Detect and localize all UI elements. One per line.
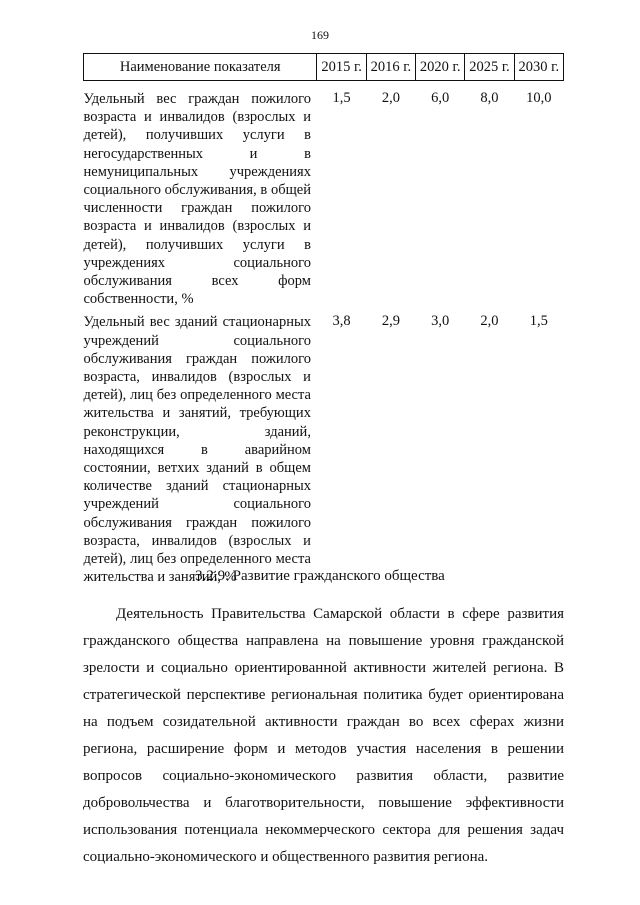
indicator-name: Удельный вес зданий стационарных учреждений социального обслуживания граждан пожилого возраста, инвалидов (взрослых и детей), лиц без определенного места жительства и занятий, требующих реконструкции, зданий, находящихся в аварийном состоянии, ветхих зданий в общем количестве зданий стационарных учреждений социального обслуживания граждан пожилого возраста, инвалидов (взрослых и детей), лиц без определенного места жительства и занятий, %	[83, 314, 311, 586]
body-paragraph: Деятельность Правительства Самарской области в сфере развития гражданского общества направлена на повышение уровня гражданской зрелости и социально ориентированной активности жителей региона. В стратегической перспективе региональная политика будет ориентирована на подъем созидательной активности граждан во всех сферах жизни региона, расширение форм и методов участия населения в решении вопросов социально-экономического развития области, развитие добровольчества и благотворительности, повышение эффективности использования потенциала некоммерческого сектора для решения задач социально-экономического и общественного развития региона.	[83, 606, 564, 865]
indicator-value: 1,5	[332, 90, 351, 106]
indicator-value: 6,0	[431, 90, 450, 106]
header-year: 2030 г.	[514, 54, 563, 81]
header-indicator-name: Наименование показателя	[84, 54, 317, 81]
header-year: 2020 г.	[416, 54, 465, 81]
indicator-value: 3,8	[332, 313, 351, 330]
indicators-table	[83, 53, 564, 586]
indicator-value: 10,0	[526, 90, 552, 106]
indicator-value: 1,5	[529, 313, 548, 330]
table-row	[84, 81, 564, 309]
table-row	[84, 308, 564, 586]
header-year: 2016 г.	[366, 54, 415, 81]
indicator-value: 3,0	[431, 313, 450, 330]
indicator-value: 2,9	[381, 313, 400, 330]
section-title: 3.2.9. Развитие гражданского общества	[195, 568, 445, 584]
table-header-row	[84, 54, 564, 81]
indicator-value: 2,0	[381, 90, 400, 106]
indicator-value: 2,0	[480, 313, 499, 330]
indicator-value: 8,0	[480, 90, 499, 106]
header-year: 2015 г.	[317, 54, 366, 81]
indicator-name: Удельный вес граждан пожилого возраста и инвалидов (взрослых и детей), получивших услуги в негосударственных и в немуниципальных учреждениях социального обслуживания, в общей численности граждан пожилого возраста и инвалидов (взрослых и детей), получивших услуги в учреждениях социального обслуживания всех форм собственности, %	[83, 91, 311, 308]
page-number: 169	[311, 28, 329, 42]
header-year: 2025 г.	[465, 54, 514, 81]
